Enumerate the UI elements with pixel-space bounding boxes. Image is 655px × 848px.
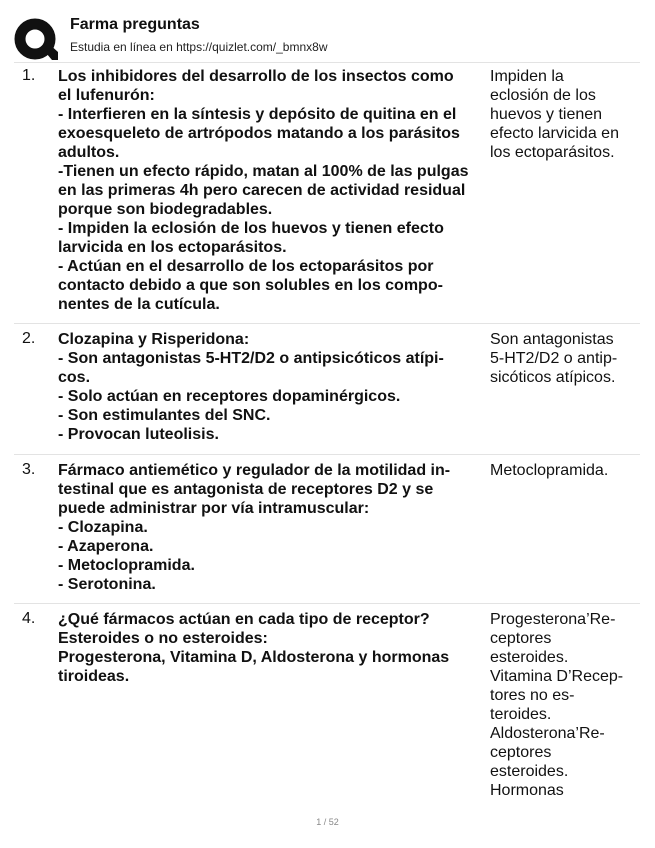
question-line: Los inhibidores del desarrollo de los insectos como (58, 68, 454, 85)
question-line: - Son antagonistas 5-HT2/D2 o antipsicóticos atípi- (58, 350, 444, 367)
question-line: - Solo actúan en receptores dopaminérgicos. (58, 388, 401, 405)
card-answer (490, 610, 630, 800)
question-line: puede administrar por vía intramuscular: (58, 500, 370, 517)
card-number: 3. (22, 461, 36, 478)
question-line: Clozapina y Risperidona: (58, 331, 250, 348)
page-number: 1 / 52 (316, 817, 339, 827)
question-line: contacto debido a que son solubles en los compo- (58, 277, 443, 294)
question-line: - Impiden la eclosión de los huevos y tienen efecto (58, 220, 444, 237)
card-number: 1. (22, 67, 36, 84)
card-answer (490, 330, 630, 387)
answer-line: esteroides. (490, 763, 569, 780)
question-line: el lufenurón: (58, 87, 155, 104)
question-line: adultos. (58, 144, 120, 161)
divider (14, 323, 640, 324)
answer-line: tores no es- (490, 687, 575, 704)
answer-line: 5-HT2/D2 o antip- (490, 350, 618, 367)
card-question (58, 67, 488, 314)
divider (14, 454, 640, 455)
card-answer (490, 461, 630, 480)
question-line: larvicida en los ectoparásitos. (58, 239, 287, 256)
question-line: exoesqueleto de artrópodos matando a los parásitos (58, 125, 460, 142)
answer-line: Hormonas (490, 782, 564, 799)
answer-line: ceptores (490, 744, 552, 761)
question-line: - Son estimulantes del SNC. (58, 407, 271, 424)
answer-line: Aldosterona’Re- (490, 725, 605, 742)
card-answer (490, 67, 630, 162)
question-line: nentes de la cutícula. (58, 296, 220, 313)
set-url-line: Estudia en línea en https://quizlet.com/_bmnx8w (70, 40, 328, 54)
divider (14, 603, 640, 604)
card-number: 2. (22, 330, 36, 347)
question-line: -Tienen un efecto rápido, matan al 100% de las pulgas (58, 163, 469, 180)
set-title: Farma preguntas (70, 16, 200, 33)
answer-line: Impiden la (490, 68, 564, 85)
answer-line: teroides. (490, 706, 552, 723)
answer-line: Vitamina D’Recep- (490, 668, 624, 685)
question-line: cos. (58, 369, 91, 386)
question-line: porque son biodegradables. (58, 201, 273, 218)
page-header (14, 14, 640, 62)
answer-line: Progesterona’Re- (490, 611, 616, 628)
answer-line: huevos y tienen (490, 106, 603, 123)
question-line: - Provocan luteolisis. (58, 426, 219, 443)
answer-line: sicóticos atípicos. (490, 369, 616, 386)
question-line: - Metoclopramida. (58, 557, 195, 574)
answer-line: Son antagonistas (490, 331, 614, 348)
question-line: Fármaco antiemético y regulador de la motilidad in- (58, 462, 451, 479)
question-line: - Actúan en el desarrollo de los ectoparásitos por (58, 258, 434, 275)
question-line: ¿Qué fármacos actúan en cada tipo de receptor? (58, 611, 430, 628)
card-number: 4. (22, 610, 36, 627)
answer-line: ceptores (490, 630, 552, 647)
answer-line: esteroides. (490, 649, 569, 666)
question-line: Esteroides o no esteroides: (58, 630, 268, 647)
answer-line: efecto larvicida en (490, 125, 619, 142)
answer-line: eclosión de los (490, 87, 596, 104)
question-line: - Azaperona. (58, 538, 154, 555)
card-question (58, 461, 488, 594)
question-line: tiroideas. (58, 668, 130, 685)
question-line: en las primeras 4h pero carecen de actividad residual (58, 182, 466, 199)
quizlet-logo-icon (14, 18, 58, 62)
divider (14, 62, 640, 63)
question-line: testinal que es antagonista de receptores D2 y se (58, 481, 434, 498)
answer-line: los ectoparásitos. (490, 144, 615, 161)
answer-line: Metoclopramida. (490, 462, 609, 479)
question-line: Progesterona, Vitamina D, Aldosterona y hormonas (58, 649, 450, 666)
card-question (58, 330, 488, 444)
question-line: - Serotonina. (58, 576, 156, 593)
question-line: - Interfieren en la síntesis y depósito de quitina en el (58, 106, 457, 123)
card-question (58, 610, 488, 686)
question-line: - Clozapina. (58, 519, 148, 536)
